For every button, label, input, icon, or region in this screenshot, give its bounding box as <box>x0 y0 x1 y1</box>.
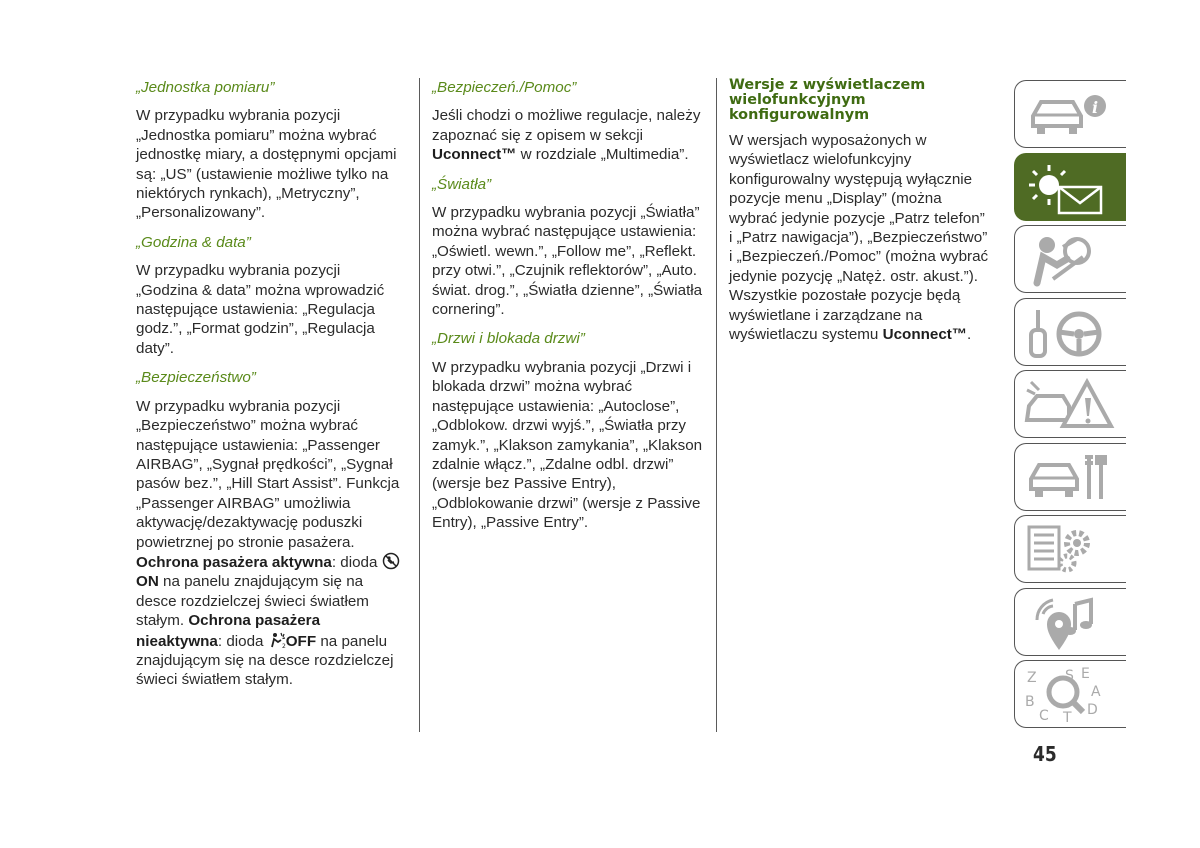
bold-uconnect: Uconnect™ <box>432 146 517 164</box>
specs-gears-icon <box>1023 521 1115 579</box>
bold-on: ON <box>136 573 159 591</box>
tab-specs[interactable] <box>1014 515 1126 583</box>
key-steering-wheel-icon <box>1023 304 1115 362</box>
airbag-passenger-icon <box>268 631 286 649</box>
subheading-safety: „Bezpieczeństwo” <box>136 369 256 387</box>
tab-car-info[interactable] <box>1014 80 1126 148</box>
bold-protection-active: Ochrona pasażera aktywna <box>136 553 332 571</box>
paragraph-safety-help <box>432 106 704 164</box>
alphabet-index-icon <box>1023 666 1115 724</box>
index-letter: C <box>1039 708 1049 724</box>
svg-text:i: i <box>1092 98 1099 117</box>
text-diode-1: : dioda <box>331 553 378 571</box>
subheading-time-date: „Godzina & data” <box>136 233 251 251</box>
paragraph-safety <box>136 397 406 690</box>
bold-off: OFF <box>285 632 317 650</box>
column-2 <box>432 78 704 543</box>
index-letter: T <box>1063 710 1072 724</box>
index-letter: B <box>1025 694 1035 710</box>
car-tools-icon <box>1023 449 1115 507</box>
car-warning-triangle-icon <box>1023 376 1115 434</box>
light-message-icon <box>1023 159 1115 217</box>
subheading-lights: „Światła” <box>432 175 492 193</box>
safety-text: W przypadku wybrania pozycji „Bezpieczeństwo” można wybrać następujące ustawienia: „Passenger AIRBAG”, „Sygnał prędkości”, „Sygnał pasów bez.”, „Hill Start Assist”. Funkcja „Passenger AIRBAG” umożliwia aktywację/dezaktywację poduszki powietrznej po stronie pasażera. <box>136 397 400 551</box>
column-divider-1 <box>419 78 420 732</box>
subheading-measure-unit: „Jednostka pomiaru” <box>136 79 275 96</box>
paragraph-time-date: W przypadku wybrania pozycji „Godzina & data” można wprowadzić następujące ustawienia: „Regulacja godz.”, „Format godzin”, „Regulacja daty”. <box>136 262 385 357</box>
subheading-doors: „Drzwi i blokada drzwi” <box>432 330 585 348</box>
display-versions-text: W wersjach wyposażonych w wyświetlacz wielofunkcyjny konfigurowalny występują wyłącznie pozycje menu „Display” (można wybrać jedynie pozycje „Patrz telefon” i „Patrz nawigacja”), „Bezpieczeństwo” i „Bezpieczeń./Pomoc” (można wybrać jedynie pozycję „Natęż. ostr. akust.”). Wszystkie pozostałe pozycje będą wyświetlane i zarządzane na wyświetlaczu systemu <box>729 132 989 344</box>
bold-protection-inactive: Ochrona pasażera nieaktywna <box>136 612 321 650</box>
index-letter: D <box>1087 702 1098 718</box>
airbag-seat-icon <box>1023 231 1115 289</box>
bold-uconnect-2: Uconnect™ <box>882 326 968 344</box>
tab-key-steering[interactable] <box>1014 298 1126 366</box>
airbag-off-icon <box>382 552 400 570</box>
paragraph-measure-unit: W przypadku wybrania pozycji „Jednostka pomiaru” można wybrać jednostkę miary, a dostępnymi opcjami są: „US” (ustawienie możliwe tylko na niektórych rynkach), „Metryczny”, „Personalizowany”. <box>136 107 397 222</box>
column-3 <box>729 78 991 354</box>
column-1 <box>136 78 406 700</box>
display-versions-end: . <box>967 326 972 344</box>
text-panel-1: na panelu znajdującym się na desce rozdzielczej świeci światłem stałym. <box>136 573 369 630</box>
tab-car-tools[interactable] <box>1014 443 1126 511</box>
tab-index[interactable] <box>1014 660 1126 728</box>
text-panel-2: na panelu znajdującym się na desce rozdzielczej świeci światłem stałym. <box>136 632 394 689</box>
safety-help-text-end: w rozdziale „Multimedia”. <box>516 146 689 164</box>
index-letter: Z <box>1027 670 1037 686</box>
column-divider-2 <box>716 78 717 732</box>
section-heading: Wersje z wyświetlaczem wielofunkcyjnym konfigurowalnym <box>729 77 926 123</box>
page-number: 45 <box>1033 742 1057 766</box>
svg-text:2: 2 <box>281 642 286 649</box>
paragraph-doors: W przypadku wybrania pozycji „Drzwi i blokada drzwi” można wybrać następujące ustawienia: „Autoclose”, „Odblokow. drzwi wyjś.”, „Światła przy zamyk.”, „Klakson zamykania”, „Klakson zdalnie włącz.”, „Zdalne odbl. drzwi” (wersje bez Passive Entry), „Odblokowanie drzwi” (wersje z Passive Entry), „Passive Entry”. <box>432 358 703 532</box>
safety-help-text: Jeśli chodzi o możliwe regulacje, należy zapoznać się z opisem w sekcji <box>432 107 701 144</box>
index-letter: E <box>1081 666 1090 682</box>
index-letter: A <box>1091 684 1101 700</box>
tab-airbag-seat[interactable] <box>1014 225 1126 293</box>
index-letter: S <box>1065 668 1074 684</box>
car-info-icon <box>1023 86 1115 144</box>
tab-multimedia[interactable] <box>1014 588 1126 656</box>
subheading-safety-help: „Bezpieczeń./Pomoc” <box>432 79 577 96</box>
tab-car-warning[interactable] <box>1014 370 1126 438</box>
tab-light-message[interactable] <box>1014 153 1126 221</box>
multimedia-icon <box>1023 594 1115 652</box>
paragraph-lights: W przypadku wybrania pozycji „Światła” można wybrać następujące ustawienia: „Oświetl. wewn.”, „Follow me”, „Reflekt. przy otwi.”, „Czujnik reflektorów”, „Auto. świat. drog.”, „Światła dzienne”, „Światła cornering”. <box>432 204 703 319</box>
text-diode-2: : dioda <box>217 632 264 650</box>
paragraph-display-versions <box>729 131 991 344</box>
